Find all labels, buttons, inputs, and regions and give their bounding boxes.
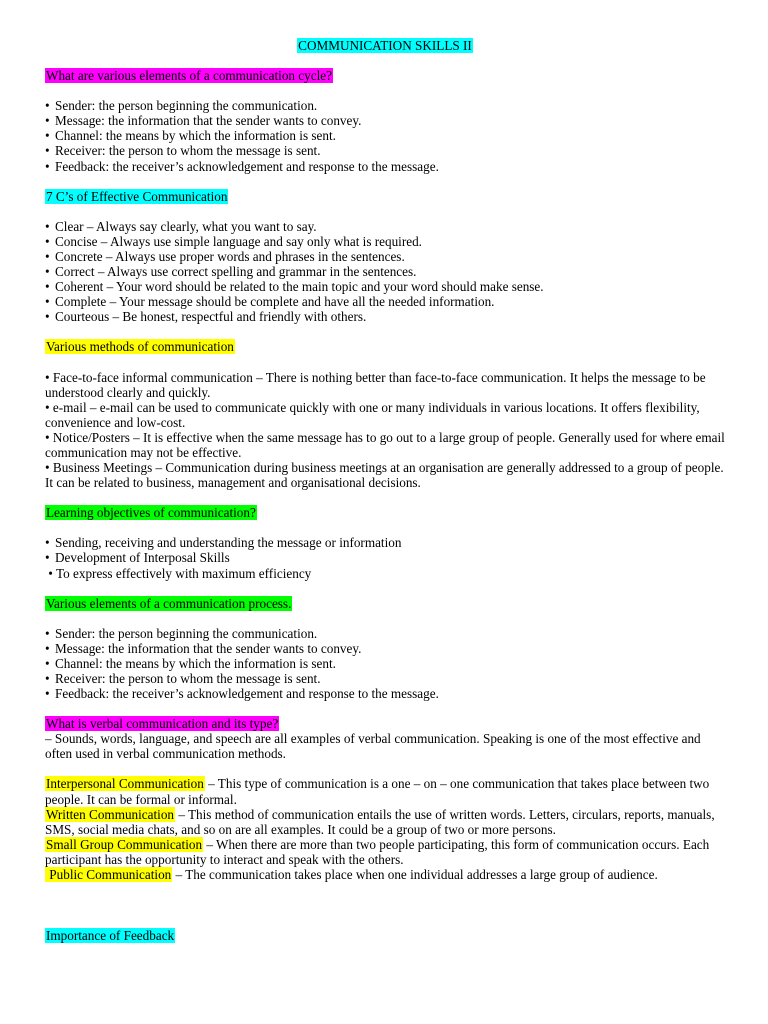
list-item: • Correct – Always use correct spelling and grammar in the sentences. [45,264,417,280]
verbal-heading: What is verbal communication and its type? [46,716,279,732]
list-item: • Clear – Always say clearly, what you want to say. [45,218,317,234]
verbal-type-text: – When there are more than two people participating, this form of communication occurs. Each participant has the opportunity to interact and speak with the others. [45,836,710,867]
feedback-heading: Importance of Feedback [46,928,175,944]
methods-heading: Various methods of communication [46,339,234,355]
methods-list [45,370,725,491]
spacer [45,882,725,928]
verbal-type-text: – The communication takes place when one individual addresses a large group of audience. [172,867,658,883]
verbal-type-public [45,867,725,882]
bullet-icon: • [45,128,50,144]
list-item: • e-mail – e-mail can be used to communicate quickly with one or many individuals in various locations. It offers flexibility, convenience and low-cost. [45,399,700,430]
list-item: • Complete – Your message should be complete and have all the needed information. [45,294,495,310]
verbal-type-label: Small Group Communication [46,836,203,852]
verbal-intro: – Sounds, words, language, and speech are all examples of verbal communication. Speaking is one of the most effective and often used in verbal communication methods. [45,731,701,762]
list-item: • Channel: the means by which the information is sent. [45,655,336,671]
bullet-icon: • [45,264,50,280]
bullet-icon: • [45,158,50,174]
list-item: • Development of Interposal Skills [45,550,230,566]
list-item: • Sender: the person beginning the communication. [45,625,318,641]
bullet-icon: • [45,248,50,264]
bullet-icon: • [45,218,50,234]
verbal-type-label: Written Communication [46,806,175,822]
cycle-heading: What are various elements of a communication cycle? [46,68,332,84]
process-list [45,626,725,701]
bullet-icon: • [45,429,53,445]
bullet-icon: • [45,550,50,566]
list-item: • Coherent – Your word should be related to the main topic and your word should make sense. [45,279,544,295]
list-item: • To express effectively with maximum efficiency [45,565,312,581]
bullet-icon: • [45,565,56,581]
bullet-icon: • [45,655,50,671]
list-item: • Channel: the means by which the information is sent. [45,128,336,144]
section-heading-process [45,596,725,611]
bullet-icon: • [45,686,50,702]
bullet-icon: • [45,294,50,310]
seven-cs-heading: 7 C’s of Effective Communication [46,188,228,204]
section-heading-verbal [45,716,725,731]
list-item: • Concrete – Always use proper words and phrases in the sentences. [45,248,405,264]
bullet-icon: • [45,369,53,385]
cycle-list [45,98,725,173]
list-item: • Concise – Always use simple language and say only what is required. [45,233,422,249]
bullet-icon: • [45,279,50,295]
bullet-icon: • [45,625,50,641]
verbal-type-interpersonal [45,776,725,806]
bullet-icon: • [45,671,50,686]
process-heading: Various elements of a communication process. [46,595,292,611]
objectives-list [45,535,725,580]
bullet-icon: • [45,113,50,129]
list-item: • Message: the information that the sender wants to convey. [45,113,362,129]
section-heading-methods [45,339,725,354]
list-item: • Sender: the person beginning the communication. [45,98,318,114]
section-heading-seven-cs [45,189,725,204]
section-heading-objectives [45,505,725,520]
page-title: COMMUNICATION SKILLS II [298,38,472,53]
list-item: • Receiver: the person to whom the message is sent. [45,671,321,686]
objectives-heading: Learning objectives of communication? [46,505,256,521]
verbal-type-text: – This method of communication entails the use of written words. Letters, circulars, reports, manuals, SMS, social media chats, and so on are all examples. It could be a group of two or more persons. [45,806,715,837]
verbal-type-small-group [45,837,725,867]
bullet-icon: • [45,143,50,159]
bullet-icon: • [45,535,50,551]
document-page [45,38,725,943]
list-item: • Feedback: the receiver’s acknowledgement and response to the message. [45,158,439,174]
section-heading-feedback [45,928,725,943]
bullet-icon: • [45,640,50,656]
section-heading-cycle [45,68,725,83]
seven-cs-list [45,219,725,325]
verbal-type-label: Interpersonal Communication [46,776,204,792]
verbal-type-label: Public Communication [46,867,172,883]
list-item: • Business Meetings – Communication during business meetings at an organisation are generally addressed to a group of people. It can be related to business, management and organisational decisions. [45,460,724,491]
bullet-icon: • [45,399,53,415]
bullet-icon: • [45,98,50,114]
list-item: • Face-to-face informal communication – There is nothing better than face-to-face communication. It helps the message to be understood clearly and quickly. [45,369,706,400]
list-item: • Message: the information that the sender wants to convey. [45,640,362,656]
bullet-icon: • [45,309,50,325]
list-item: • Sending, receiving and understanding the message or information [45,535,402,551]
verbal-type-written [45,807,725,837]
list-item: • Notice/Posters – It is effective when the same message has to go out to a large group of people. Generally used for where email communication may not be effective. [45,429,725,460]
verbal-type-text: – This type of communication is a one – on – one communication that takes place between two people. It can be formal or informal. [45,776,710,807]
list-item: • Receiver: the person to whom the message is sent. [45,143,321,159]
list-item: • Feedback: the receiver’s acknowledgement and response to the message. [45,686,439,702]
bullet-icon: • [45,460,53,476]
list-item: • Courteous – Be honest, respectful and friendly with others. [45,309,367,325]
bullet-icon: • [45,233,50,249]
title-row [45,38,725,53]
